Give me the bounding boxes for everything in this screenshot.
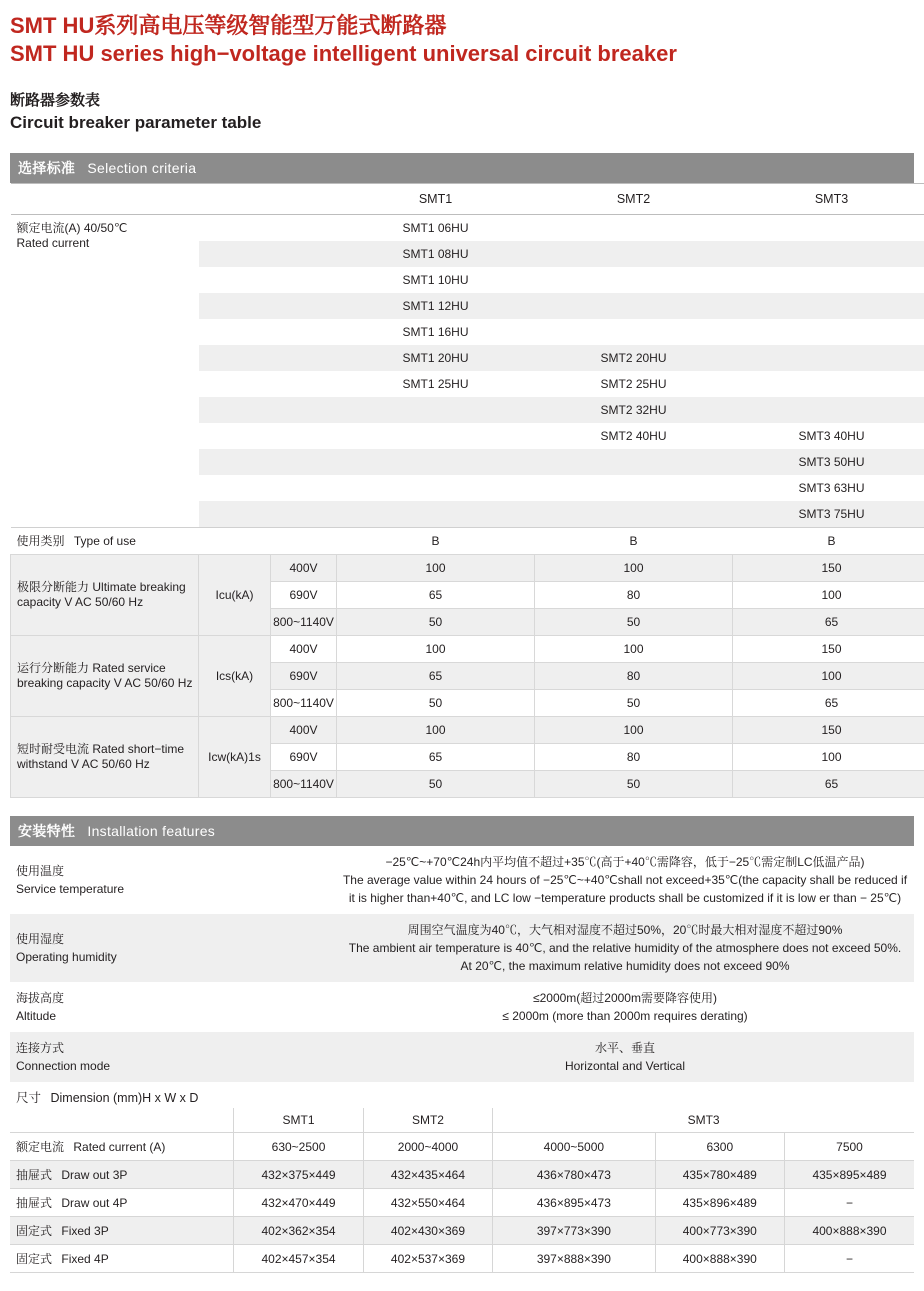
dim-value: − <box>785 1245 914 1273</box>
type-of-use-row <box>11 528 924 555</box>
dim-value: 402×457×354 <box>234 1245 363 1273</box>
value-cell: 65 <box>733 609 924 636</box>
model-cell: SMT2 20HU <box>535 345 733 371</box>
table-row <box>11 215 924 242</box>
model-cell <box>535 241 733 267</box>
model-cell <box>337 449 535 475</box>
model-cell: SMT1 10HU <box>337 267 535 293</box>
value-cell: 100 <box>337 555 535 582</box>
dim-value: 436×895×473 <box>493 1189 655 1217</box>
header-blank-3 <box>271 184 337 215</box>
value-cell: 100 <box>733 744 924 771</box>
label-en: Draw out 3P <box>61 1168 127 1182</box>
header-blank <box>11 184 199 215</box>
model-cell <box>535 449 733 475</box>
dimension-heading <box>10 1088 914 1108</box>
spacer-cell <box>199 475 337 501</box>
model-cell <box>733 215 924 242</box>
value-cell: 50 <box>337 690 535 717</box>
model-cell: SMT2 25HU <box>535 371 733 397</box>
model-cell <box>535 215 733 242</box>
value-en: The ambient air temperature is 40℃, and the relative humidity of the atmosphere does not exceed 50%. At 20℃, the maximum relative humidity does not exceed 90% <box>342 939 908 975</box>
model-cell <box>733 319 924 345</box>
type-of-use-value: B <box>337 528 535 555</box>
dim-value: 400×888×390 <box>655 1245 784 1273</box>
table-row <box>10 982 914 1032</box>
dim-value: 400×888×390 <box>785 1217 914 1245</box>
label-en: Altitude <box>16 1007 330 1025</box>
short-time-withstand-label <box>11 717 199 798</box>
model-cell: SMT3 63HU <box>733 475 924 501</box>
value-en: ≤ 2000m (more than 2000m requires derating) <box>342 1007 908 1025</box>
label-en: Connection mode <box>16 1057 330 1075</box>
dimension-header-smt1: SMT1 <box>234 1108 363 1133</box>
model-cell <box>535 267 733 293</box>
dim-value: 436×780×473 <box>493 1161 655 1189</box>
document-title-cn: SMT HU系列高电压等级智能型万能式断路器 <box>10 12 914 40</box>
label-cn: 抽屉式 <box>16 1168 52 1182</box>
dim-value: 397×773×390 <box>493 1217 655 1245</box>
value-cell: 80 <box>535 744 733 771</box>
dim-value: 432×435×464 <box>363 1161 492 1189</box>
model-cell: SMT1 08HU <box>337 241 535 267</box>
label-en: Draw out 4P <box>61 1196 127 1210</box>
model-cell <box>733 371 924 397</box>
model-cell: SMT1 20HU <box>337 345 535 371</box>
label-cn: 使用湿度 <box>16 930 330 948</box>
spacer-cell <box>199 371 337 397</box>
dim-value: 435×896×489 <box>655 1189 784 1217</box>
label-cn: 使用温度 <box>16 862 330 880</box>
unit-icw: Icw(kA)1s <box>199 717 271 798</box>
spacer-cell <box>199 267 337 293</box>
table-header-row <box>11 184 924 215</box>
dim-value: 432×550×464 <box>363 1189 492 1217</box>
value-cell: 100 <box>337 717 535 744</box>
column-header-smt1: SMT1 <box>337 184 535 215</box>
type-of-use-label <box>11 528 337 555</box>
value-cn: 周围空气温度为40℃，大气相对湿度不超过50%，20℃时最大相对湿度不超过90% <box>342 921 908 939</box>
installation-features-bar <box>10 816 914 846</box>
value-cell: 65 <box>337 744 535 771</box>
selection-criteria-bar <box>10 153 914 183</box>
dimension-heading-en: Dimension (mm)H x W x D <box>51 1091 199 1105</box>
voltage-cell: 690V <box>271 744 337 771</box>
value-cell: 65 <box>733 771 924 798</box>
label-extra: V AC 50/60 Hz <box>71 757 150 771</box>
dimension-header-blank <box>10 1108 234 1133</box>
value-cn: −25℃~+70℃24h内平均值不超过+35℃(高于+40℃需降容，低于−25℃需定制LC低温产品) <box>342 853 908 871</box>
model-cell <box>337 423 535 449</box>
dim-row-label <box>10 1245 234 1273</box>
breaking-capacity-row <box>11 555 924 582</box>
operating-humidity-value <box>336 914 914 982</box>
table-row <box>10 1133 914 1161</box>
value-cell: 100 <box>337 636 535 663</box>
model-cell <box>337 475 535 501</box>
dim-value: 397×888×390 <box>493 1245 655 1273</box>
model-cell: SMT3 75HU <box>733 501 924 528</box>
model-cell <box>337 397 535 423</box>
dim-value: 630~2500 <box>234 1133 363 1161</box>
table-row <box>10 1189 914 1217</box>
label-cn: 海拔高度 <box>16 989 330 1007</box>
model-cell: SMT2 40HU <box>535 423 733 449</box>
dim-value: 402×362×354 <box>234 1217 363 1245</box>
unit-icu: Icu(kA) <box>199 555 271 636</box>
spacer-cell <box>199 423 337 449</box>
table-row <box>10 1217 914 1245</box>
dimension-heading-cn: 尺寸 <box>16 1091 41 1105</box>
value-cn: 水平、垂直 <box>342 1039 908 1057</box>
value-en: The average value within 24 hours of −25℃~+40℃shall not exceed+35℃(the capacity shall be reduced if it is higher than+40℃, and LC low −temperature products shall be customized if it is low er than − 25℃) <box>342 871 908 907</box>
selection-criteria-bar-en: Selection criteria <box>87 160 196 176</box>
dim-value: 4000~5000 <box>493 1133 655 1161</box>
model-cell <box>535 501 733 528</box>
operating-humidity-label <box>10 914 336 982</box>
dim-value: 432×470×449 <box>234 1189 363 1217</box>
value-cell: 65 <box>337 663 535 690</box>
label-cn: 极限分断能力 <box>17 580 89 594</box>
label-extra: V AC 50/60 Hz <box>64 595 143 609</box>
table-row <box>10 914 914 982</box>
label-en: Service temperature <box>16 880 330 898</box>
section-heading-en: Circuit breaker parameter table <box>10 111 914 135</box>
model-cell <box>733 397 924 423</box>
label-en: Ultimate breaking capacity <box>17 580 186 609</box>
value-cell: 100 <box>535 636 733 663</box>
value-cell: 100 <box>733 582 924 609</box>
dim-value: 2000~4000 <box>363 1133 492 1161</box>
value-cell: 50 <box>535 609 733 636</box>
spacer-cell <box>199 215 337 242</box>
selection-criteria-table <box>10 183 924 798</box>
dim-value: 6300 <box>655 1133 784 1161</box>
type-of-use-label-en: Type of use <box>74 534 136 548</box>
type-of-use-label-cn: 使用类别 <box>17 534 65 548</box>
value-cell: 100 <box>535 717 733 744</box>
service-breaking-row <box>11 636 924 663</box>
label-extra: V AC 50/60 Hz <box>114 676 193 690</box>
dim-value: 402×430×369 <box>363 1217 492 1245</box>
dim-value: 432×375×449 <box>234 1161 363 1189</box>
table-row <box>10 1032 914 1082</box>
spacer-cell <box>199 241 337 267</box>
model-cell <box>733 267 924 293</box>
column-header-smt2: SMT2 <box>535 184 733 215</box>
section-heading <box>10 90 914 135</box>
installation-features-table <box>10 846 914 1082</box>
service-temperature-value <box>336 846 914 914</box>
table-row <box>10 846 914 914</box>
label-cn: 短时耐受电流 <box>17 742 89 756</box>
voltage-cell: 690V <box>271 663 337 690</box>
altitude-label <box>10 982 336 1032</box>
dim-row-label <box>10 1217 234 1245</box>
value-cell: 65 <box>733 690 924 717</box>
ultimate-breaking-capacity-label <box>11 555 199 636</box>
service-temperature-label <box>10 846 336 914</box>
selection-criteria-bar-cn: 选择标准 <box>18 160 75 176</box>
label-cn: 固定式 <box>16 1252 52 1266</box>
model-cell <box>337 501 535 528</box>
rated-current-label-en: Rated current <box>17 236 197 251</box>
spacer-cell <box>199 319 337 345</box>
value-cell: 150 <box>733 717 924 744</box>
voltage-cell: 800~1140V <box>271 690 337 717</box>
dimension-header-smt2: SMT2 <box>363 1108 492 1133</box>
dim-value: 435×780×489 <box>655 1161 784 1189</box>
label-en: Rated short−time withstand <box>17 742 184 771</box>
spacer-cell <box>199 397 337 423</box>
dim-row-label <box>10 1133 234 1161</box>
dimension-table <box>10 1108 914 1273</box>
model-cell <box>733 345 924 371</box>
voltage-cell: 800~1140V <box>271 609 337 636</box>
model-cell: SMT3 50HU <box>733 449 924 475</box>
label-en: Fixed 3P <box>61 1224 108 1238</box>
dim-row-label <box>10 1161 234 1189</box>
table-row <box>10 1245 914 1273</box>
model-cell: SMT1 25HU <box>337 371 535 397</box>
section-heading-cn: 断路器参数表 <box>10 90 914 111</box>
value-cell: 80 <box>535 663 733 690</box>
model-cell: SMT3 40HU <box>733 423 924 449</box>
model-cell: SMT1 12HU <box>337 293 535 319</box>
value-cell: 150 <box>733 636 924 663</box>
voltage-cell: 800~1140V <box>271 771 337 798</box>
label-en: Rated service breaking capacity <box>17 661 166 690</box>
label-cn: 抽屉式 <box>16 1196 52 1210</box>
voltage-cell: 690V <box>271 582 337 609</box>
label-en: Rated current (A) <box>73 1140 165 1154</box>
label-cn: 连接方式 <box>16 1039 330 1057</box>
rated-current-label-cn: 额定电流(A) 40/50℃ <box>17 221 197 236</box>
value-cell: 100 <box>535 555 733 582</box>
column-header-smt3: SMT3 <box>733 184 924 215</box>
model-cell <box>733 241 924 267</box>
dimension-header-smt3: SMT3 <box>493 1108 914 1133</box>
document-title-en: SMT HU series high−voltage intelligent universal circuit breaker <box>10 40 914 68</box>
installation-features-bar-en: Installation features <box>87 823 215 839</box>
value-cell: 50 <box>337 609 535 636</box>
value-cell: 50 <box>535 771 733 798</box>
spacer-cell <box>199 501 337 528</box>
dimension-header-row <box>10 1108 914 1133</box>
voltage-cell: 400V <box>271 555 337 582</box>
unit-ics: Ics(kA) <box>199 636 271 717</box>
dim-value: 435×895×489 <box>785 1161 914 1189</box>
dim-value: 402×537×369 <box>363 1245 492 1273</box>
model-cell <box>535 319 733 345</box>
label-cn: 额定电流 <box>16 1140 64 1154</box>
value-cell: 150 <box>733 555 924 582</box>
label-cn: 固定式 <box>16 1224 52 1238</box>
value-cell: 50 <box>337 771 535 798</box>
type-of-use-value: B <box>733 528 924 555</box>
voltage-cell: 400V <box>271 636 337 663</box>
voltage-cell: 400V <box>271 717 337 744</box>
header-blank-2 <box>199 184 271 215</box>
document-title <box>10 12 914 68</box>
short-time-withstand-row <box>11 717 924 744</box>
table-row <box>10 1161 914 1189</box>
model-cell: SMT2 32HU <box>535 397 733 423</box>
value-cell: 100 <box>733 663 924 690</box>
connection-mode-label <box>10 1032 336 1082</box>
dim-value: 400×773×390 <box>655 1217 784 1245</box>
connection-mode-value <box>336 1032 914 1082</box>
rated-service-breaking-label <box>11 636 199 717</box>
dim-value: − <box>785 1189 914 1217</box>
rated-current-label <box>11 215 199 528</box>
altitude-value <box>336 982 914 1032</box>
model-cell <box>535 293 733 319</box>
label-cn: 运行分断能力 <box>17 661 89 675</box>
label-en: Fixed 4P <box>61 1252 108 1266</box>
model-cell: SMT1 16HU <box>337 319 535 345</box>
dim-row-label <box>10 1189 234 1217</box>
spacer-cell <box>199 293 337 319</box>
model-cell <box>535 475 733 501</box>
spacer-cell <box>199 449 337 475</box>
value-cell: 80 <box>535 582 733 609</box>
model-cell <box>733 293 924 319</box>
value-cn: ≤2000m(超过2000m需要降容使用) <box>342 989 908 1007</box>
spacer-cell <box>199 345 337 371</box>
dim-value: 7500 <box>785 1133 914 1161</box>
model-cell: SMT1 06HU <box>337 215 535 242</box>
label-en: Operating humidity <box>16 948 330 966</box>
value-cell: 50 <box>535 690 733 717</box>
installation-features-bar-cn: 安装特性 <box>18 823 75 839</box>
value-cell: 65 <box>337 582 535 609</box>
value-en: Horizontal and Vertical <box>342 1057 908 1075</box>
type-of-use-value: B <box>535 528 733 555</box>
